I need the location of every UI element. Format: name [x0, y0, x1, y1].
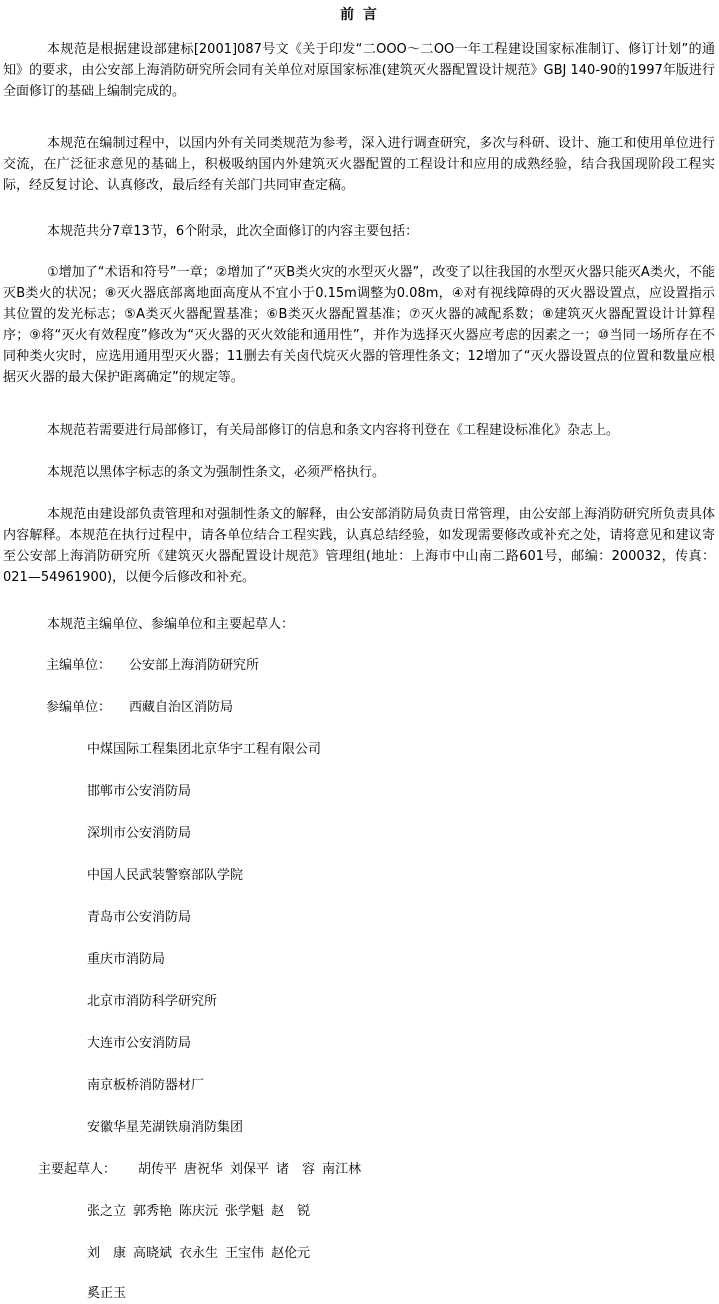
participating-unit-label: 参编单位：: [46, 700, 112, 715]
paragraph-partial-revision: 本规范若需要进行局部修订，有关局部修订的信息和条文内容将刊登在《工程建设标准化》杂志上。: [47, 423, 620, 438]
drafter-name: 张之立: [87, 1204, 127, 1219]
paragraph-compilation: 本规范在编制过程中，以国内外有关同类规范为参考，深入进行调查研究，多次与科研、设计、施工和使用单位进行交流，在广泛征求意见的基础上，积极吸纳国内外建筑灭火器配置的工程设计和应用的成熟经验，结合我国现阶段工程实际，经反复讨论、认真修改，最后经有关部门共同审查定稿。: [3, 136, 715, 193]
participating-unit: 重庆市消防局: [87, 952, 166, 967]
drafter-name: 赵伦元: [271, 1246, 311, 1261]
participating-unit: 南京板桥消防器材厂: [87, 1078, 205, 1093]
drafter-name: 刘保平: [230, 1162, 270, 1177]
drafter-name: 刘 康: [87, 1246, 127, 1261]
page-title: 前 言: [340, 7, 379, 23]
drafter-name: 郭秀艳: [133, 1204, 173, 1219]
participating-unit: 深圳市公安消防局: [87, 826, 192, 841]
drafter-name: 衣永生: [179, 1246, 219, 1261]
paragraph-administration: 本规范由建设部负责管理和对强制性条文的解释，由公安部消防局负责日常管理，由公安部上海消防研究所负责具体内容解释。本规范在执行过程中，请各单位结合工程实践，认真总结经验，如发现需要修改或补充之处，请将意见和建议寄至公安部上海消防研究所《建筑灭火器配置设计规范》管理组(地址：上海市中山南二路601号，邮编：200032，传真：021—54961900)，以便今后修改和补充。: [3, 507, 715, 585]
drafters-row: [87, 1284, 133, 1304]
chief-unit-row: [46, 656, 259, 676]
participating-unit: 中国人民武装警察部队学院: [87, 868, 244, 883]
participating-unit: 北京市消防科学研究所: [87, 994, 218, 1009]
participating-unit: 安徽华星芜湖铁扇消防集团: [87, 1120, 244, 1135]
paragraph-basis: 本规范是根据建设部建标[2001]087号文《关于印发“二OOO～二OO一年工程建设国家标准制订、修订计划”的通知》的要求，由公安部上海消防研究所会同有关单位对原国家标准(建筑灭火器配置设计规范》GBJ 140-90的1997年版进行全面修订的基础上编制完成的。: [3, 42, 715, 99]
drafter-name: 王宝伟: [225, 1246, 265, 1261]
drafter-name: 胡传平: [138, 1162, 178, 1177]
drafters-row: [38, 1160, 368, 1180]
participating-unit-row: [46, 698, 233, 718]
drafter-name: 高晓斌: [133, 1246, 173, 1261]
drafter-name: 陈庆沅: [179, 1204, 219, 1219]
paragraph-revisions: ①增加了“术语和符号”一章；②增加了“灭B类火灾的水型灭火器”，改变了以往我国的水型灭火器只能灭A类火，不能灭B类火的状况；⑧灭火器底部离地面高度从不宜小于0.15m调整为0.08m，④对有视线障碍的灭火器设置点，应设置指示其位置的发光标志；⑤A类灭火器配置基准；⑥B类灭火器配置基准；⑦灭火器的减配系数；⑧建筑灭火器配置设计计算程序；⑨将“灭火有效程度”修改为“灭火器的灭火效能和通用性”，并作为选择灭火器应考虑的因素之一；⑩当同一场所存在不同种类火灾时，应选用通用型灭火器；11删去有关卤代烷灭火器的管理性条文；12增加了“灭火器设置点的位置和数量应根据灭火器的最大保护距离确定”的规定等。: [3, 265, 715, 385]
chief-unit-name: 公安部上海消防研究所: [129, 658, 260, 673]
paragraph-structure: 本规范共分7章13节，6个附录，此次全面修订的内容主要包括：: [47, 224, 419, 239]
drafter-name: 诸 容: [276, 1162, 316, 1177]
drafter-name: 奚正玉: [87, 1286, 127, 1301]
participating-unit: 青岛市公安消防局: [87, 910, 192, 925]
paragraph-mandatory: 本规范以黑体字标志的条文为强制性条文，必须严格执行。: [47, 465, 386, 480]
participating-unit: 邯郸市公安消防局: [87, 784, 192, 799]
participating-unit: 中煤国际工程集团北京华宇工程有限公司: [87, 742, 322, 757]
chief-unit-label: 主编单位：: [46, 658, 112, 673]
drafters-label: 主要起草人：: [38, 1162, 117, 1177]
drafter-name: 赵 锐: [271, 1204, 311, 1219]
participating-unit: 大连市公安消防局: [87, 1036, 192, 1051]
drafter-name: 南江林: [322, 1162, 362, 1177]
participating-unit-name: 西藏自治区消防局: [129, 700, 234, 715]
drafters-row: [87, 1244, 317, 1264]
drafter-name: 唐祝华: [184, 1162, 224, 1177]
drafter-name: 张学魁: [225, 1204, 265, 1219]
drafters-row: [87, 1202, 317, 1222]
paragraph-units-intro: 本规范主编单位、参编单位和主要起草人：: [47, 617, 295, 632]
